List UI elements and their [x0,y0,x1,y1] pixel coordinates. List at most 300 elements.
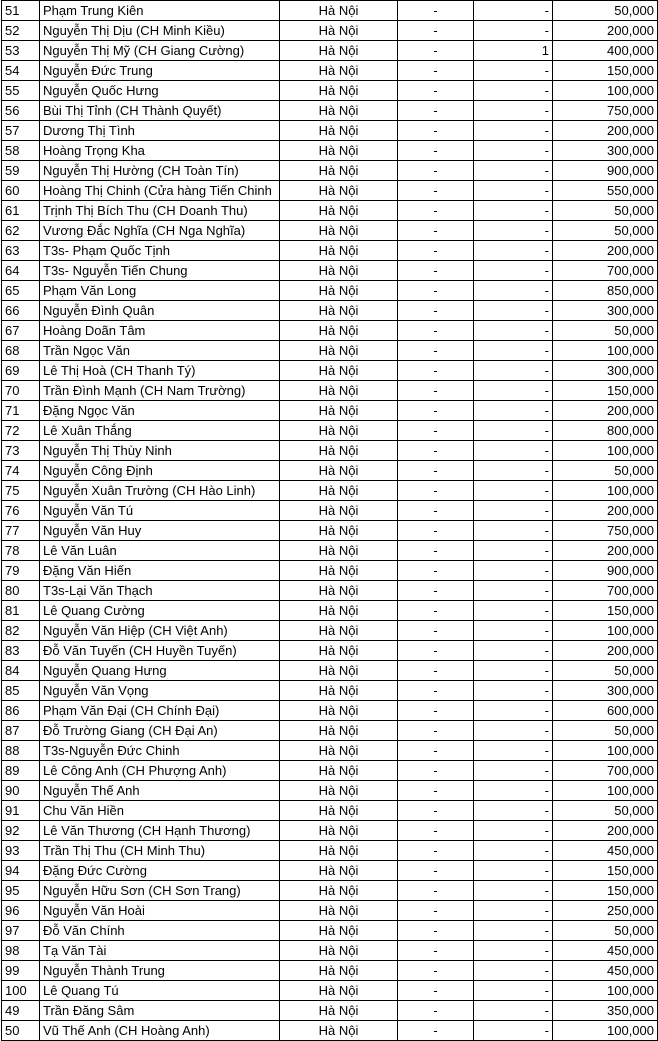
amount-cell: 200,000 [553,641,658,661]
amount-cell: 300,000 [553,681,658,701]
name-cell: T3s- Nguyễn Tiến Chung [40,261,280,281]
name-cell: Phạm Văn Long [40,281,280,301]
table-row [2,721,658,741]
table-row [2,1001,658,1021]
amount-cell: 100,000 [553,441,658,461]
column-b-cell: - [474,601,553,621]
amount-cell: 50,000 [553,921,658,941]
amount-cell: 50,000 [553,321,658,341]
province-cell: Hà Nội [280,61,398,81]
amount-cell: 750,000 [553,101,658,121]
column-a-cell: - [398,261,474,281]
column-a-cell: - [398,281,474,301]
province-cell: Hà Nội [280,741,398,761]
column-b-cell: - [474,941,553,961]
column-b-cell: - [474,701,553,721]
column-a-cell: - [398,341,474,361]
table-row [2,1,658,21]
column-b-cell: - [474,661,553,681]
column-b-cell: - [474,961,553,981]
column-a-cell: - [398,981,474,1001]
row-number: 80 [2,581,40,601]
column-b-cell: - [474,521,553,541]
name-cell: Trần Đăng Sâm [40,1001,280,1021]
table-row [2,61,658,81]
column-b-cell: - [474,401,553,421]
name-cell: Nguyễn Quốc Hưng [40,81,280,101]
row-number: 85 [2,681,40,701]
column-b-cell: - [474,341,553,361]
name-cell: Nguyễn Thị Thùy Ninh [40,441,280,461]
column-b-cell: - [474,901,553,921]
province-cell: Hà Nội [280,641,398,661]
column-b-cell: - [474,921,553,941]
row-number: 79 [2,561,40,581]
row-number: 75 [2,481,40,501]
row-number: 86 [2,701,40,721]
table-row [2,561,658,581]
row-number: 99 [2,961,40,981]
name-cell: Hoàng Thị Chinh (Cửa hàng Tiến Chinh [40,181,280,201]
table-row [2,761,658,781]
table-row [2,461,658,481]
name-cell: Hoàng Trọng Kha [40,141,280,161]
name-cell: Lê Quang Tú [40,981,280,1001]
column-a-cell: - [398,841,474,861]
column-a-cell: - [398,821,474,841]
amount-cell: 150,000 [553,881,658,901]
row-number: 58 [2,141,40,161]
row-number: 60 [2,181,40,201]
column-a-cell: - [398,701,474,721]
table-row [2,941,658,961]
amount-cell: 600,000 [553,701,658,721]
province-cell: Hà Nội [280,481,398,501]
row-number: 70 [2,381,40,401]
table-row [2,861,658,881]
amount-cell: 100,000 [553,481,658,501]
name-cell: Nguyễn Văn Huy [40,521,280,541]
row-number: 57 [2,121,40,141]
province-cell: Hà Nội [280,221,398,241]
row-number: 81 [2,601,40,621]
column-a-cell: - [398,601,474,621]
row-number: 83 [2,641,40,661]
province-cell: Hà Nội [280,161,398,181]
column-b-cell: - [474,261,553,281]
amount-cell: 300,000 [553,301,658,321]
amount-cell: 50,000 [553,1,658,21]
name-cell: Lê Văn Luân [40,541,280,561]
province-cell: Hà Nội [280,381,398,401]
table-row [2,301,658,321]
table-row [2,41,658,61]
province-cell: Hà Nội [280,241,398,261]
table-row [2,381,658,401]
province-cell: Hà Nội [280,581,398,601]
province-cell: Hà Nội [280,861,398,881]
name-cell: Nguyễn Xuân Trường (CH Hào Linh) [40,481,280,501]
amount-cell: 800,000 [553,421,658,441]
table-row [2,221,658,241]
column-a-cell: - [398,901,474,921]
table-row [2,241,658,261]
name-cell: Dương Thị Tình [40,121,280,141]
column-b-cell: - [474,121,553,141]
province-cell: Hà Nội [280,541,398,561]
amount-cell: 150,000 [553,61,658,81]
province-cell: Hà Nội [280,1021,398,1041]
amount-cell: 700,000 [553,261,658,281]
row-number: 72 [2,421,40,441]
column-a-cell: - [398,561,474,581]
amount-cell: 200,000 [553,821,658,841]
row-number: 65 [2,281,40,301]
row-number: 82 [2,621,40,641]
amount-cell: 100,000 [553,741,658,761]
row-number: 77 [2,521,40,541]
row-number: 94 [2,861,40,881]
row-number: 91 [2,801,40,821]
column-a-cell: - [398,401,474,421]
province-cell: Hà Nội [280,881,398,901]
row-number: 56 [2,101,40,121]
column-b-cell: - [474,181,553,201]
column-b-cell: - [474,61,553,81]
column-a-cell: - [398,881,474,901]
column-b-cell: - [474,881,553,901]
table-row [2,121,658,141]
column-a-cell: - [398,441,474,461]
table-row [2,421,658,441]
province-cell: Hà Nội [280,621,398,641]
amount-cell: 150,000 [553,601,658,621]
column-b-cell: - [474,1021,553,1041]
column-a-cell: - [398,221,474,241]
column-a-cell: - [398,21,474,41]
amount-cell: 550,000 [553,181,658,201]
table-row [2,601,658,621]
table-row [2,621,658,641]
column-b-cell: - [474,501,553,521]
column-b-cell: 1 [474,41,553,61]
amount-cell: 200,000 [553,241,658,261]
column-a-cell: - [398,541,474,561]
row-number: 97 [2,921,40,941]
column-a-cell: - [398,1001,474,1021]
amount-cell: 400,000 [553,41,658,61]
column-b-cell: - [474,241,553,261]
column-a-cell: - [398,41,474,61]
column-b-cell: - [474,421,553,441]
row-number: 61 [2,201,40,221]
name-cell: Bùi Thị Tỉnh (CH Thành Quyết) [40,101,280,121]
amount-cell: 200,000 [553,541,658,561]
column-a-cell: - [398,1021,474,1041]
table-row [2,161,658,181]
province-cell: Hà Nội [280,561,398,581]
amount-cell: 100,000 [553,1021,658,1041]
province-cell: Hà Nội [280,141,398,161]
row-number: 84 [2,661,40,681]
column-a-cell: - [398,581,474,601]
row-number: 62 [2,221,40,241]
row-number: 49 [2,1001,40,1021]
name-cell: Vương Đắc Nghĩa (CH Nga Nghĩa) [40,221,280,241]
amount-cell: 450,000 [553,941,658,961]
column-a-cell: - [398,661,474,681]
name-cell: Phạm Văn Đại (CH Chính Đại) [40,701,280,721]
table-row [2,1021,658,1041]
row-number: 96 [2,901,40,921]
column-b-cell: - [474,481,553,501]
row-number: 51 [2,1,40,21]
amount-cell: 50,000 [553,201,658,221]
name-cell: T3s- Phạm Quốc Tịnh [40,241,280,261]
column-a-cell: - [398,861,474,881]
table-row [2,741,658,761]
row-number: 54 [2,61,40,81]
column-a-cell: - [398,681,474,701]
name-cell: Đỗ Văn Tuyến (CH Huyền Tuyến) [40,641,280,661]
name-cell: Đặng Đức Cường [40,861,280,881]
province-cell: Hà Nội [280,781,398,801]
column-b-cell: - [474,781,553,801]
name-cell: Trần Ngọc Văn [40,341,280,361]
name-cell: Đặng Văn Hiến [40,561,280,581]
column-b-cell: - [474,821,553,841]
name-cell: Lê Quang Cường [40,601,280,621]
column-a-cell: - [398,421,474,441]
name-cell: Nguyễn Thế Anh [40,781,280,801]
name-cell: Nguyễn Văn Hiệp (CH Việt Anh) [40,621,280,641]
province-cell: Hà Nội [280,41,398,61]
table-row [2,101,658,121]
data-table [1,0,658,1041]
amount-cell: 200,000 [553,121,658,141]
table-row [2,801,658,821]
province-cell: Hà Nội [280,461,398,481]
province-cell: Hà Nội [280,921,398,941]
name-cell: Đặng Ngọc Văn [40,401,280,421]
table-row [2,661,658,681]
name-cell: Đỗ Trường Giang (CH Đại An) [40,721,280,741]
table-row [2,341,658,361]
column-a-cell: - [398,961,474,981]
column-b-cell: - [474,461,553,481]
province-cell: Hà Nội [280,281,398,301]
table-row [2,881,658,901]
row-number: 93 [2,841,40,861]
column-b-cell: - [474,581,553,601]
row-number: 71 [2,401,40,421]
amount-cell: 200,000 [553,401,658,421]
province-cell: Hà Nội [280,961,398,981]
row-number: 66 [2,301,40,321]
row-number: 63 [2,241,40,261]
amount-cell: 150,000 [553,861,658,881]
column-b-cell: - [474,101,553,121]
table-row [2,701,658,721]
name-cell: Hoàng Doãn Tâm [40,321,280,341]
province-cell: Hà Nội [280,521,398,541]
row-number: 74 [2,461,40,481]
name-cell: Lê Xuân Thắng [40,421,280,441]
amount-cell: 700,000 [553,581,658,601]
row-number: 98 [2,941,40,961]
column-a-cell: - [398,181,474,201]
amount-cell: 150,000 [553,381,658,401]
row-number: 55 [2,81,40,101]
name-cell: Nguyễn Đức Trung [40,61,280,81]
table-row [2,681,658,701]
name-cell: Tạ Văn Tài [40,941,280,961]
column-a-cell: - [398,121,474,141]
table-row [2,261,658,281]
column-b-cell: - [474,621,553,641]
column-a-cell: - [398,721,474,741]
table-row [2,321,658,341]
column-a-cell: - [398,621,474,641]
province-cell: Hà Nội [280,101,398,121]
row-number: 78 [2,541,40,561]
column-b-cell: - [474,381,553,401]
table-row [2,81,658,101]
table-row [2,961,658,981]
table-row [2,201,658,221]
name-cell: Chu Văn Hiền [40,801,280,821]
province-cell: Hà Nội [280,801,398,821]
row-number: 68 [2,341,40,361]
name-cell: T3s-Lại Văn Thạch [40,581,280,601]
table-row [2,481,658,501]
row-number: 52 [2,21,40,41]
column-b-cell: - [474,441,553,461]
table-row [2,641,658,661]
amount-cell: 100,000 [553,341,658,361]
column-a-cell: - [398,321,474,341]
column-b-cell: - [474,81,553,101]
row-number: 87 [2,721,40,741]
province-cell: Hà Nội [280,841,398,861]
table-row [2,281,658,301]
row-number: 95 [2,881,40,901]
column-a-cell: - [398,921,474,941]
column-b-cell: - [474,161,553,181]
name-cell: Nguyễn Văn Hoài [40,901,280,921]
province-cell: Hà Nội [280,401,398,421]
column-b-cell: - [474,361,553,381]
amount-cell: 100,000 [553,981,658,1001]
table-row [2,841,658,861]
row-number: 64 [2,261,40,281]
province-cell: Hà Nội [280,201,398,221]
column-a-cell: - [398,761,474,781]
column-b-cell: - [474,741,553,761]
column-b-cell: - [474,801,553,821]
column-b-cell: - [474,221,553,241]
table-row [2,581,658,601]
name-cell: T3s-Nguyễn Đức Chinh [40,741,280,761]
name-cell: Nguyễn Hữu Sơn (CH Sơn Trang) [40,881,280,901]
column-b-cell: - [474,641,553,661]
province-cell: Hà Nội [280,661,398,681]
column-b-cell: - [474,321,553,341]
column-b-cell: - [474,301,553,321]
column-b-cell: - [474,141,553,161]
amount-cell: 850,000 [553,281,658,301]
row-number: 73 [2,441,40,461]
amount-cell: 350,000 [553,1001,658,1021]
column-a-cell: - [398,941,474,961]
amount-cell: 200,000 [553,501,658,521]
table-row [2,441,658,461]
amount-cell: 100,000 [553,81,658,101]
column-a-cell: - [398,241,474,261]
amount-cell: 50,000 [553,801,658,821]
column-a-cell: - [398,481,474,501]
column-b-cell: - [474,1,553,21]
column-b-cell: - [474,541,553,561]
column-a-cell: - [398,361,474,381]
column-a-cell: - [398,521,474,541]
row-number: 88 [2,741,40,761]
column-a-cell: - [398,641,474,661]
name-cell: Nguyễn Đình Quân [40,301,280,321]
amount-cell: 50,000 [553,461,658,481]
amount-cell: 100,000 [553,781,658,801]
table-row [2,21,658,41]
province-cell: Hà Nội [280,981,398,1001]
name-cell: Phạm Trung Kiên [40,1,280,21]
column-a-cell: - [398,501,474,521]
amount-cell: 300,000 [553,361,658,381]
name-cell: Lê Thị Hoà (CH Thanh Tý) [40,361,280,381]
row-number: 69 [2,361,40,381]
column-b-cell: - [474,201,553,221]
table-row [2,821,658,841]
province-cell: Hà Nội [280,121,398,141]
column-b-cell: - [474,761,553,781]
amount-cell: 300,000 [553,141,658,161]
amount-cell: 50,000 [553,661,658,681]
table-row [2,521,658,541]
amount-cell: 700,000 [553,761,658,781]
table-row [2,541,658,561]
column-b-cell: - [474,561,553,581]
name-cell: Trần Thị Thu (CH Minh Thu) [40,841,280,861]
amount-cell: 100,000 [553,621,658,641]
row-number: 50 [2,1021,40,1041]
name-cell: Lê Văn Thương (CH Hạnh Thương) [40,821,280,841]
column-a-cell: - [398,61,474,81]
name-cell: Nguyễn Văn Vọng [40,681,280,701]
province-cell: Hà Nội [280,421,398,441]
amount-cell: 250,000 [553,901,658,921]
row-number: 67 [2,321,40,341]
column-b-cell: - [474,861,553,881]
table-row [2,981,658,1001]
column-b-cell: - [474,841,553,861]
province-cell: Hà Nội [280,261,398,281]
column-b-cell: - [474,721,553,741]
province-cell: Hà Nội [280,901,398,921]
column-b-cell: - [474,981,553,1001]
name-cell: Trịnh Thị Bích Thu (CH Doanh Thu) [40,201,280,221]
amount-cell: 900,000 [553,161,658,181]
province-cell: Hà Nội [280,1,398,21]
table-row [2,501,658,521]
